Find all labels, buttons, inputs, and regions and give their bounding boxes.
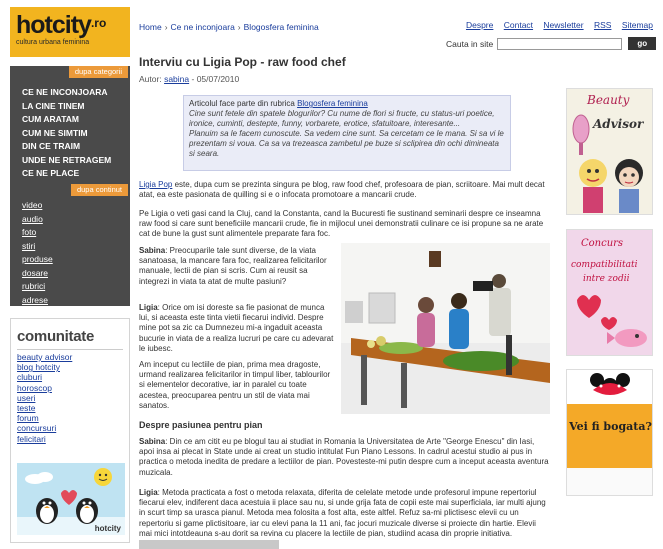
- breadcrumb-blogosfera-feminina[interactable]: Blogosfera feminina: [243, 22, 319, 32]
- community-link-blog-hotcity[interactable]: blog hotcity: [17, 362, 60, 373]
- beauty-advisor-banner[interactable]: [566, 88, 653, 215]
- bottom-photo-strip: [139, 540, 279, 549]
- logo-brand: hotcity$^{.ro}$: [16, 11, 107, 39]
- rubric-text: Cine sunt fetele din spatele blogurilor? Cu nume de flori si fructe, cu status-uri poetice, ironice, cuminti, destepte, funny, vorbarete, erotice, sfatuitoare, interesante...: [189, 109, 495, 128]
- sidebar-item-la-cine-tinem[interactable]: LA CINE TINEM: [22, 100, 85, 111]
- ad3-text: Vei fi bogata?: [569, 420, 652, 433]
- topnav-newsletter[interactable]: Newsletter: [543, 20, 584, 30]
- vei-fi-bogata-banner[interactable]: [566, 369, 653, 496]
- search-form: [446, 37, 656, 50]
- ad2-line1: Concurs: [581, 238, 624, 249]
- topnav-despre[interactable]: Despre: [465, 20, 494, 30]
- category-list: [22, 86, 111, 181]
- sidebar-item-cum-ne-simtim[interactable]: CUM NE SIMTIM: [22, 127, 88, 138]
- sidebar-item-unde-ne-retragem[interactable]: UNDE NE RETRAGEM: [22, 154, 112, 165]
- answer-1-text: : Orice om isi doreste sa fie pasionat de munca lui, si aceasta este tinta vietii fiecarui individ. Despre mine pot sa zic ca Dumnezeu mi-a ingaduit aceasta bucurie in viata de a realiza lucruri pe care cu adevarat le iubesc.: [139, 303, 334, 353]
- community-link-forum[interactable]: forum: [17, 413, 39, 424]
- question-2-text: : Din ce am citit eu pe blogul tau ai studiat in Romania la Universitatea de Arte "George Enescu" din Iasi, apoi insa ai plecat in State unde ai creat un studio intitulat Fun Piano Lessons. In cadrul acestui studio ai pus in practica o metoda inedita de predare a lectiilor de pian. Povesteste-mi putin despre cum a inceput aceasta aventura muzicala.: [139, 437, 549, 477]
- search-label: Cauta in site: [446, 38, 494, 49]
- ad2-line2: compatibilitati: [571, 260, 638, 270]
- article-meta: [139, 74, 239, 84]
- rubric-intro: Articolul face parte din rubrica: [189, 99, 295, 108]
- question-1: [139, 246, 335, 287]
- article-photo: [341, 243, 550, 414]
- community-link-horoscop[interactable]: horoscop: [17, 382, 52, 393]
- sidebar-item-ce-ne-place[interactable]: CE NE PLACE: [22, 168, 80, 178]
- speaker-ligia: Ligia: [139, 303, 158, 312]
- sidebar-item-stiri[interactable]: stiri: [22, 240, 36, 251]
- rubric-heading: [189, 99, 505, 109]
- sidebar-item-din-ce-traim[interactable]: DIN CE TRAIM: [22, 141, 81, 151]
- community-illustration[interactable]: [17, 463, 125, 535]
- ad2-line3: intre zodii: [583, 274, 630, 284]
- sidebar-item-video[interactable]: video: [22, 200, 43, 210]
- paragraph-5: Am inceput cu lectiile de pian, prima mea dragoste, urmand realizarea felicitarilor in timpul liber, tablourilor si elementelor decorative, iar in paralel cu toate acestea, preocuparea pentru un stil de viata mai sanatos.: [139, 360, 331, 410]
- community-link-teste[interactable]: teste: [17, 402, 36, 413]
- topnav-contact[interactable]: Contact: [503, 20, 534, 30]
- breadcrumb-separator: ›: [237, 22, 241, 32]
- search-input[interactable]: [497, 38, 622, 50]
- question-2: [139, 437, 551, 478]
- speaker-ligia: Ligia: [139, 488, 158, 497]
- breadcrumb-home[interactable]: Home: [139, 22, 162, 32]
- sidebar-item-foto[interactable]: foto: [22, 227, 37, 237]
- sidebar-item-adrese[interactable]: adrese: [22, 294, 48, 305]
- community-link-concursuri[interactable]: concursuri: [17, 423, 57, 434]
- sidebar-item-cum-aratam[interactable]: CUM ARATAM: [22, 114, 79, 124]
- speaker-sabina: Sabina: [139, 246, 166, 255]
- answer-1: [139, 303, 335, 354]
- sidebar-navigation: [10, 66, 130, 306]
- section-subheading: Despre pasiunea pentru pian: [139, 420, 263, 430]
- top-navigation: [458, 20, 653, 30]
- community-list: [17, 352, 129, 444]
- community-illustration-brand: hotcity: [94, 524, 121, 533]
- paragraph-2: Pe Ligia o veti gasi cand la Cluj, cand la Constanta, cand la Bucuresti fie sustinand seminarii despre ce inseamna raw food si care sunt beneficiile mancarii crude, fie in mijlocul unei demonstratii culinare ce isi propune sa ne arate cat de bune la gust sunt alimentele preparate fara foc.: [139, 209, 544, 239]
- answer-2-text: : Metoda practicata a fost o metoda relaxata, diferita de celelate metode unde profesorul impune repertoriul fiecarui elev, indiferent daca acestuia ii place sau nu, si unde grija fata de copii este mai superficiala, iar multi ajung in scurt timp sa urasca pianul. Metoda mea folosita a fost alta, este altfel. Refuz sa-mi plictisesc elevii cu un repertoriu si game plictisitoare, iar cu elevi pana la 11 ani, fac jocuri muzicale diverse si proiecte din hartie. Elevii mai mici intotdeauna s-au dorit sa revina cu placere la lectiile de pian, studiind acasa din proprie initiativa.: [139, 488, 546, 538]
- ad1-line1: Beauty: [587, 93, 630, 107]
- categories-label: dupa categorii: [69, 66, 128, 78]
- sidebar-item-rubrici[interactable]: rubrici: [22, 281, 46, 291]
- community-link-beauty-advisor[interactable]: beauty advisor: [17, 352, 73, 362]
- community-link-useri[interactable]: useri: [17, 392, 36, 403]
- breadcrumb: [139, 22, 319, 32]
- search-go-button[interactable]: go: [628, 37, 656, 50]
- community-box: [10, 318, 130, 543]
- article-date: - 05/07/2010: [191, 74, 240, 84]
- topnav-rss[interactable]: RSS: [593, 20, 612, 30]
- breadcrumb-separator: ›: [164, 22, 168, 32]
- speaker-sabina: Sabina: [139, 437, 166, 446]
- paragraph-intro: [139, 180, 551, 200]
- site-logo[interactable]: [10, 7, 130, 57]
- ad1-line2: Advisor: [593, 117, 644, 131]
- article-title: Interviu cu Ligia Pop - raw food chef: [139, 55, 346, 69]
- topnav-sitemap[interactable]: Sitemap: [621, 20, 653, 30]
- rubric-text-2: Planuim sa le facem cunoscute. Sa vedem cine sunt. Sa cercetam ce le mana. Si sa vi le prezentam si voua. Ca sa va trezeasca zambetul pe buze si sclipirea din ochi dimineata si seara.: [189, 129, 504, 158]
- sidebar-item-ce-ne-inconjoara[interactable]: CE NE INCONJOARA: [22, 87, 108, 97]
- community-link-cluburi[interactable]: cluburi: [17, 372, 43, 383]
- rubric-box: [183, 95, 511, 171]
- community-link-felicitari[interactable]: felicitari: [17, 433, 46, 444]
- author-label: Autor:: [139, 74, 162, 84]
- sidebar-item-audio[interactable]: audio: [22, 213, 43, 224]
- author-link[interactable]: sabina: [164, 74, 190, 84]
- community-title: comunitate: [17, 328, 95, 345]
- sidebar-item-dosare[interactable]: dosare: [22, 267, 48, 278]
- question-1-text: : Preocuparile tale sunt diverse, de la viata sanatoasa, la mancare fara foc, realizarea felicitarilor manuale, lectii de pian si scris. Cum ai reusit sa integrezi in viata ta atat de multe pasiuni?: [139, 246, 327, 286]
- paragraph-intro-text: este, dupa cum se prezinta singura pe blog, raw food chef, profesoara de pian, scriitoare. Mai mult decat atat, ea este pasionata de quilling si e o infocata promotoare a mancarii crude.: [139, 180, 545, 200]
- sidebar-item-produse[interactable]: produse: [22, 254, 53, 264]
- ligia-pop-link[interactable]: Ligia Pop: [139, 180, 173, 189]
- rubric-link[interactable]: Blogosfera feminina: [297, 99, 368, 108]
- zodiac-contest-banner[interactable]: [566, 229, 653, 356]
- logo-tagline: cultura urbana feminina: [16, 39, 90, 46]
- content-label: dupa continut: [71, 184, 128, 196]
- answer-2: [139, 488, 551, 539]
- content-list: [22, 199, 53, 307]
- divider: [17, 349, 123, 350]
- breadcrumb-ce-ne-inconjoara[interactable]: Ce ne inconjoara: [170, 22, 235, 32]
